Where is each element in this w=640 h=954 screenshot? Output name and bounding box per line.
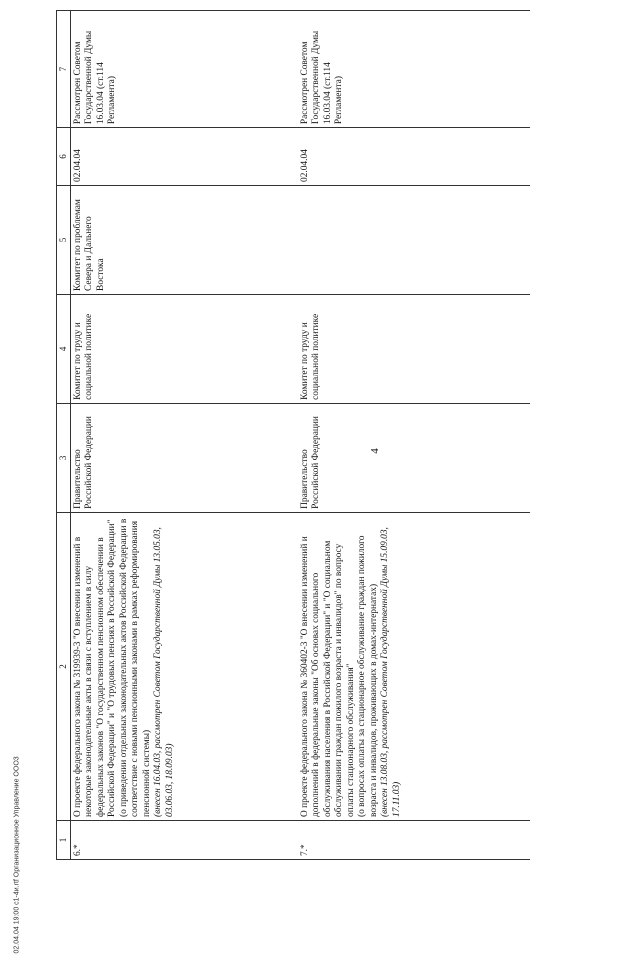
row-number: 7.* [298,820,530,859]
header-col-6: 6 [57,128,71,186]
status-cell: Рассмотрен Советом Государственной Думы 16.03.04 (ст.114 Регламента) [298,11,530,128]
date-cell: 02.04.04 [71,128,299,186]
table-row [298,11,530,860]
author-cell: Правительство Российской Федерации [298,403,530,512]
bill-title: О проекте федерального закона № 319939-3 "О внесении изменений в некоторые законодательные акты в связи с вступлением в силу федеральных законов "О государственном пенсионном обеспечении в Российской Федерации" и "О трудовых пенсиях в Российской Федерации" [73,519,118,817]
page-number: 4 [368,448,381,454]
committee-cell: Комитет по труду и социальной политике [298,294,530,403]
bill-note: (внесен 13.08.03, рассмотрен Советом Государственной Думы 15.09.03, 17.11.03) [380,527,402,817]
rotated-page [18,0,640,882]
bill-cell [71,512,299,820]
header-col-1: 1 [57,820,71,859]
co-committee-cell [298,185,530,294]
header-col-4: 4 [57,294,71,403]
bill-note: (внесен 16.04.03, рассмотрен Советом Государственной Думы 13.05.03, 03.06.03, 18.09.03) [153,527,175,817]
footer-text: 02.04.04 19:00 с1-4и.rtf Организационное Управление ООО3 [13,756,21,954]
author-cell: Правительство Российской Федерации [71,403,299,512]
header-col-2: 2 [57,512,71,820]
committee-cell: Комитет по труду и социальной политике [71,294,299,403]
table-row [71,11,299,860]
co-committee-cell: Комитет по проблемам Севера и Дальнего Востока [71,185,299,294]
bill-description: (о приведении отдельных законодательных актов Российской Федерации в соответствие с новыми пенсионными законами в рамках реформирования пенсионной системы) [118,518,152,817]
header-col-3: 3 [57,403,71,512]
status-cell: Рассмотрен Советом Государственной Думы 16.03.04 (ст.114 Регламента) [71,11,299,128]
bills-table [56,10,530,860]
header-col-5: 5 [57,185,71,294]
row-number: 6.* [71,820,299,859]
header-col-7: 7 [57,11,71,128]
bill-cell [298,512,530,820]
header-row [57,11,71,860]
bill-description: (о вопросах оплаты за стационарное обслуживание граждан пожилого возраста и инвалидов, проживающих в домах-интернатах) [357,535,379,817]
bill-title: О проекте федерального закона № 360402-3 "О внесении изменений и дополнений в федеральные законы "Об основах социального обслуживания населения в Российской Федерации" и "О социальном обслуживании граждан пожилого возраста и инвалидов" по вопросу оплаты стационарного обслуживания" [300,536,356,817]
date-cell: 02.04.04 [298,128,530,186]
